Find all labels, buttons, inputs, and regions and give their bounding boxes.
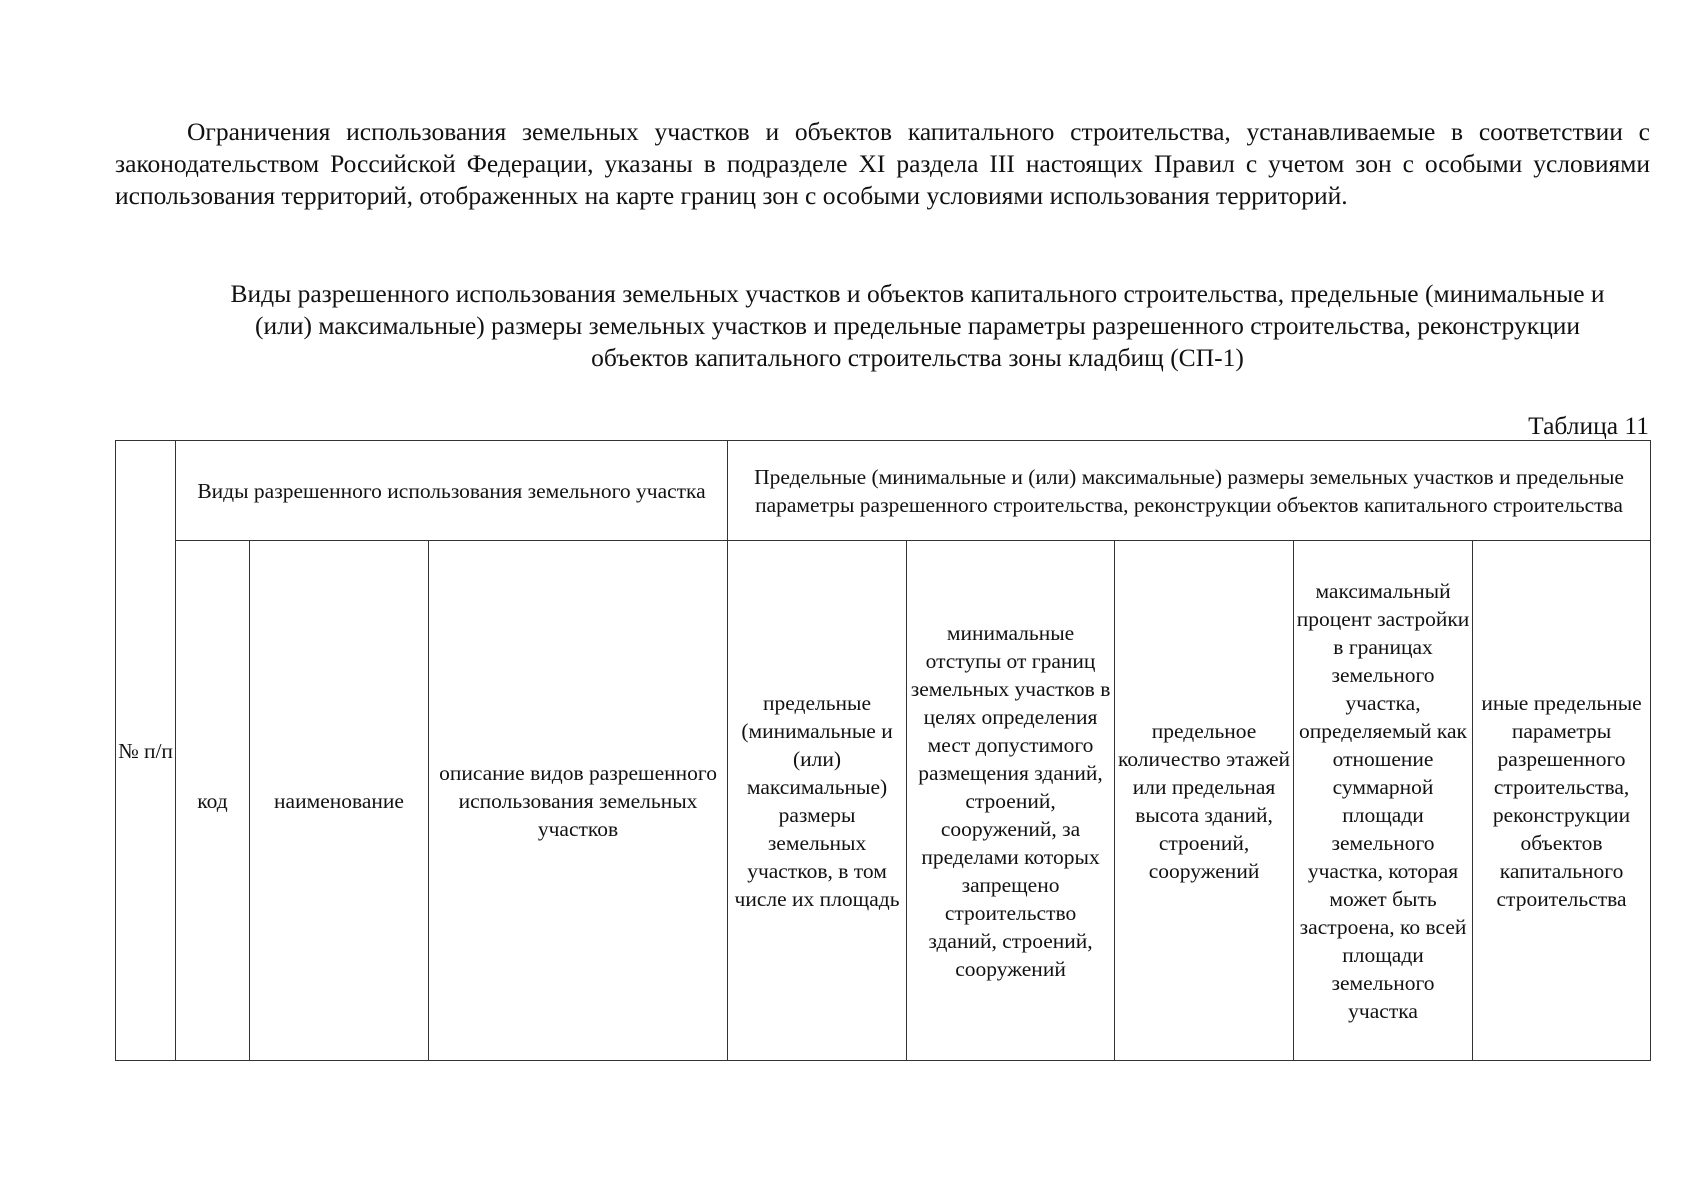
section-heading: Виды разрешенного использования земельных участков и объектов капитального строительства, предельные (минимальные и (или) максимальные) размеры земельных участков и предельные параметры разрешенного строительства, реконструкции объектов капитального строительства зоны кладбищ (СП-1) [230, 279, 1605, 372]
permitted-use-table [115, 440, 1651, 1061]
header-number: № п/п [116, 441, 176, 1061]
table-header-row-columns [116, 541, 1651, 1061]
header-other-parameters: иные предельные параметры разрешенного строительства, реконструкции объектов капитального строительства [1473, 541, 1651, 1061]
header-name: наименование [250, 541, 429, 1061]
header-plot-size: предельные (минимальные и (или) максимальные) размеры земельных участков, в том числе их площадь [728, 541, 907, 1061]
table-label: Таблица 11 [1528, 411, 1649, 440]
header-setbacks: минимальные отступы от границ земельных участков в целях определения мест допустимого размещения зданий, строений, сооружений, за пределами которых запрещено строительство зданий, строений, сооружений [907, 541, 1115, 1061]
header-floors: предельное количество этажей или предельная высота зданий, строений, сооружений [1115, 541, 1294, 1061]
header-description: описание видов разрешенного использования земельных участков [429, 541, 728, 1061]
header-permitted-use-group: Виды разрешенного использования земельного участка [176, 441, 728, 541]
header-code: код [176, 541, 250, 1061]
table-header-row-top [116, 441, 1651, 541]
header-limits-group: Предельные (минимальные и (или) максимальные) размеры земельных участков и предельные параметры разрешенного строительства, реконструкции объектов капитального строительства [728, 441, 1651, 541]
header-coverage: максимальный процент застройки в границах земельного участка, определяемый как отношение суммарной площади земельного участка, которая может быть застроена, ко всей площади земельного участка [1294, 541, 1473, 1061]
intro-paragraph: Ограничения использования земельных участков и объектов капитального строительства, устанавливаемые в соответствии с законодательством Российской Федерации, указаны в подразделе XI раздела III настоящих Правил с учетом зон с особыми условиями использования территорий, отображенных на карте границ зон с особыми условиями использования территорий. [115, 117, 1650, 210]
